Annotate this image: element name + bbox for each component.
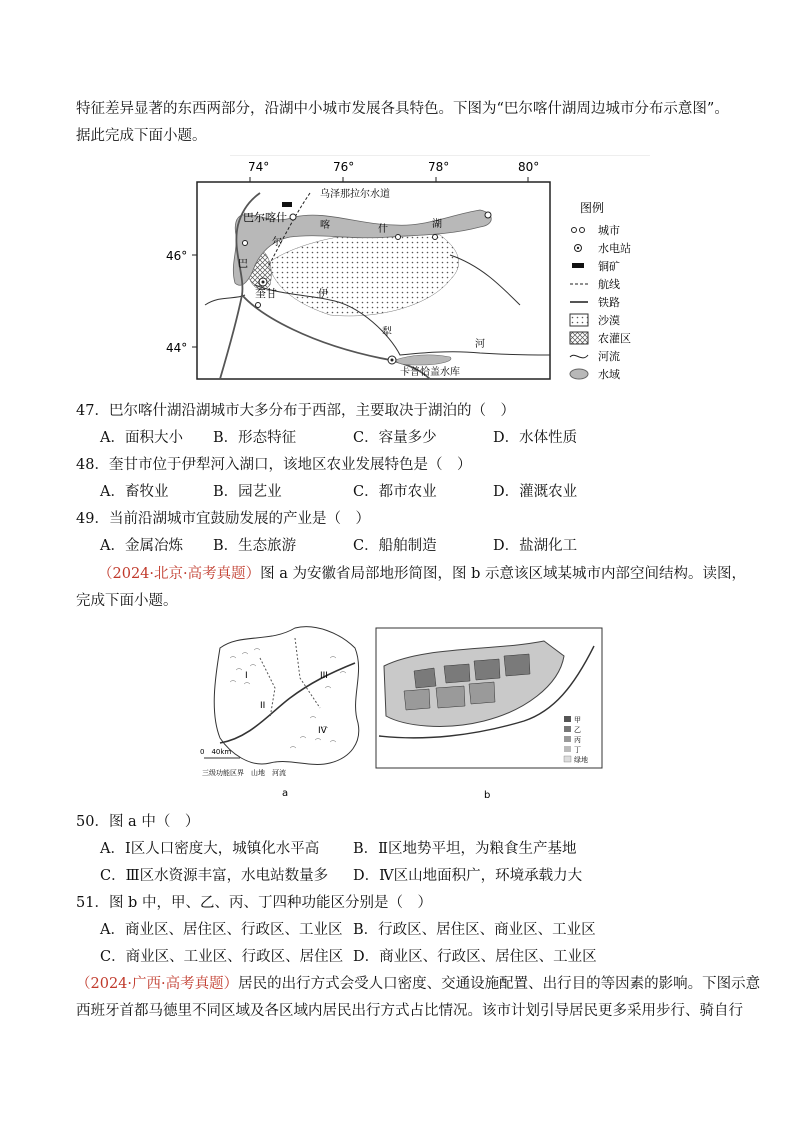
legend-a: 三级功能区界 山地 河流 <box>202 769 286 777</box>
svg-text:铜矿: 铜矿 <box>598 260 620 273</box>
copper-mine-icon <box>282 202 292 207</box>
anhui-outline <box>214 627 359 765</box>
svg-text:乙: 乙 <box>574 726 581 734</box>
svg-text:水电站: 水电站 <box>598 242 631 255</box>
q49-option-d[interactable]: D．盐湖化工 <box>493 538 578 554</box>
region-label-2: II <box>260 701 266 711</box>
svg-text:巴: 巴 <box>238 259 248 270</box>
label-kuitun: 奎甘 <box>255 287 277 300</box>
caption-b: b <box>484 790 491 801</box>
q51-option-c[interactable]: C．商业区、工业区、行政区、居住区 <box>100 949 344 965</box>
intro-line-2: 据此完成下面小题。 <box>76 128 207 144</box>
lon-label-78: 78° <box>428 160 450 174</box>
svg-text:城市: 城市 <box>598 224 620 237</box>
svg-text:喀: 喀 <box>320 220 330 231</box>
q51-option-a[interactable]: A．商业区、居住区、行政区、工业区 <box>100 922 343 938</box>
intro2-line-2: 完成下面小题。 <box>76 593 178 609</box>
q48-option-a[interactable]: A．畜牧业 <box>100 484 169 500</box>
scale-bar: 0 40km <box>200 748 232 756</box>
lon-label-80: 80° <box>518 160 540 174</box>
svg-text:丁: 丁 <box>574 746 581 754</box>
svg-text:甲: 甲 <box>574 716 581 724</box>
svg-text:尔: 尔 <box>272 237 282 248</box>
q48-option-c[interactable]: C．都市农业 <box>353 484 437 500</box>
q51-option-d[interactable]: D．商业区、行政区、居住区、工业区 <box>353 949 597 965</box>
label-canal: 乌泽那拉尔水道 <box>320 189 390 200</box>
lon-label-76: 76° <box>333 160 355 174</box>
svg-text:丙: 丙 <box>574 736 581 744</box>
lon-label-74: 74° <box>248 160 270 174</box>
city-east <box>485 212 491 218</box>
region-label-3: III <box>320 671 328 681</box>
map1-legend <box>570 200 631 381</box>
svg-text:河流: 河流 <box>598 350 620 363</box>
svg-text:水域: 水域 <box>598 368 620 381</box>
intro3-text: 居民的出行方式会受人口密度、交通设施配置、出行目的等因素的影响。下图示意 <box>238 976 761 992</box>
svg-text:铁路: 铁路 <box>598 296 620 309</box>
q47-option-d[interactable]: D．水体性质 <box>493 430 578 446</box>
q50-option-b[interactable]: B．Ⅱ区地势平坦，为粮食生产基地 <box>353 841 577 857</box>
region-label-4: IV <box>318 726 327 736</box>
intro-line-1: 特征差异显著的东西两部分，沿湖中小城市发展各具特色。下图为“巴尔喀什湖周边城市分布示意图”。 <box>76 101 729 117</box>
svg-text:沙漠: 沙漠 <box>598 314 620 327</box>
label-reservoir: 卡普恰盖水库 <box>400 367 460 378</box>
q48-option-d[interactable]: D．灌溉农业 <box>493 484 578 500</box>
q50-option-c[interactable]: C．Ⅲ区水资源丰富，水电站数量多 <box>100 868 329 884</box>
q51-stem: 51．图 b 中，甲、乙、丙、丁四种功能区分别是（ ） <box>76 895 432 911</box>
q47-option-c[interactable]: C．容量多少 <box>353 430 437 446</box>
q47-option-b[interactable]: B．形态特征 <box>213 430 297 446</box>
city-balkhash <box>290 214 296 220</box>
q49-option-b[interactable]: B．生态旅游 <box>213 538 297 554</box>
intro3-line-1 <box>76 974 760 994</box>
svg-text:湖: 湖 <box>432 219 442 230</box>
svg-text:犁: 犁 <box>382 327 392 338</box>
q47-stem: 47．巴尔喀什湖沿湖城市大多分布于西部，主要取决于湖泊的（ ） <box>76 403 515 419</box>
region-label-1: I <box>245 671 248 681</box>
source-tag-guangxi: （2024·广西·高考真题） <box>76 976 239 992</box>
city-structure-map-b <box>374 626 604 801</box>
svg-text:航线: 航线 <box>598 278 620 291</box>
q50-option-d[interactable]: D．Ⅳ区山地面积广，环境承载力大 <box>353 868 583 884</box>
balkhash-map <box>150 155 650 385</box>
intro2-text: 图 a 为安徽省局部地形简图，图 b 示意该区域某城市内部空间结构。读图， <box>260 566 746 582</box>
legend-title: 图例 <box>580 201 605 215</box>
q48-option-b[interactable]: B．园艺业 <box>213 484 282 500</box>
q48-stem: 48．奎甘市位于伊犁河入湖口，该地区农业发展特色是（ ） <box>76 457 472 473</box>
lat-label-46: 46° <box>166 249 188 263</box>
anhui-terrain-map-a <box>200 618 370 803</box>
source-tag-beijing: （2024·北京·高考真题） <box>98 566 261 582</box>
svg-text:绿地: 绿地 <box>574 756 588 764</box>
q49-stem: 49．当前沿湖城市宜鼓励发展的产业是（ ） <box>76 511 370 527</box>
label-balkhash: 巴尔喀什 <box>243 211 287 224</box>
q49-option-a[interactable]: A．金属冶炼 <box>100 538 183 554</box>
q50-stem: 50．图 a 中（ ） <box>76 814 200 830</box>
svg-text:农灌区: 农灌区 <box>598 332 631 345</box>
svg-text:什: 什 <box>378 224 388 235</box>
svg-text:伊: 伊 <box>318 289 328 300</box>
q50-option-a[interactable]: A．Ⅰ区人口密度大，城镇化水平高 <box>100 841 320 857</box>
intro2-line-1 <box>98 564 746 584</box>
svg-text:河: 河 <box>475 339 485 350</box>
q51-option-b[interactable]: B．行政区、居住区、商业区、工业区 <box>353 922 596 938</box>
q49-option-c[interactable]: C．船舶制造 <box>353 538 437 554</box>
q47-option-a[interactable]: A．面积大小 <box>100 430 183 446</box>
intro3-line-2: 西班牙首都马德里不同区域及各区域内居民出行方式占比情况。该市计划引导居民更多采用步行、骑自行 <box>76 1003 743 1019</box>
caption-a: a <box>282 788 289 799</box>
lat-label-44: 44° <box>166 341 188 355</box>
